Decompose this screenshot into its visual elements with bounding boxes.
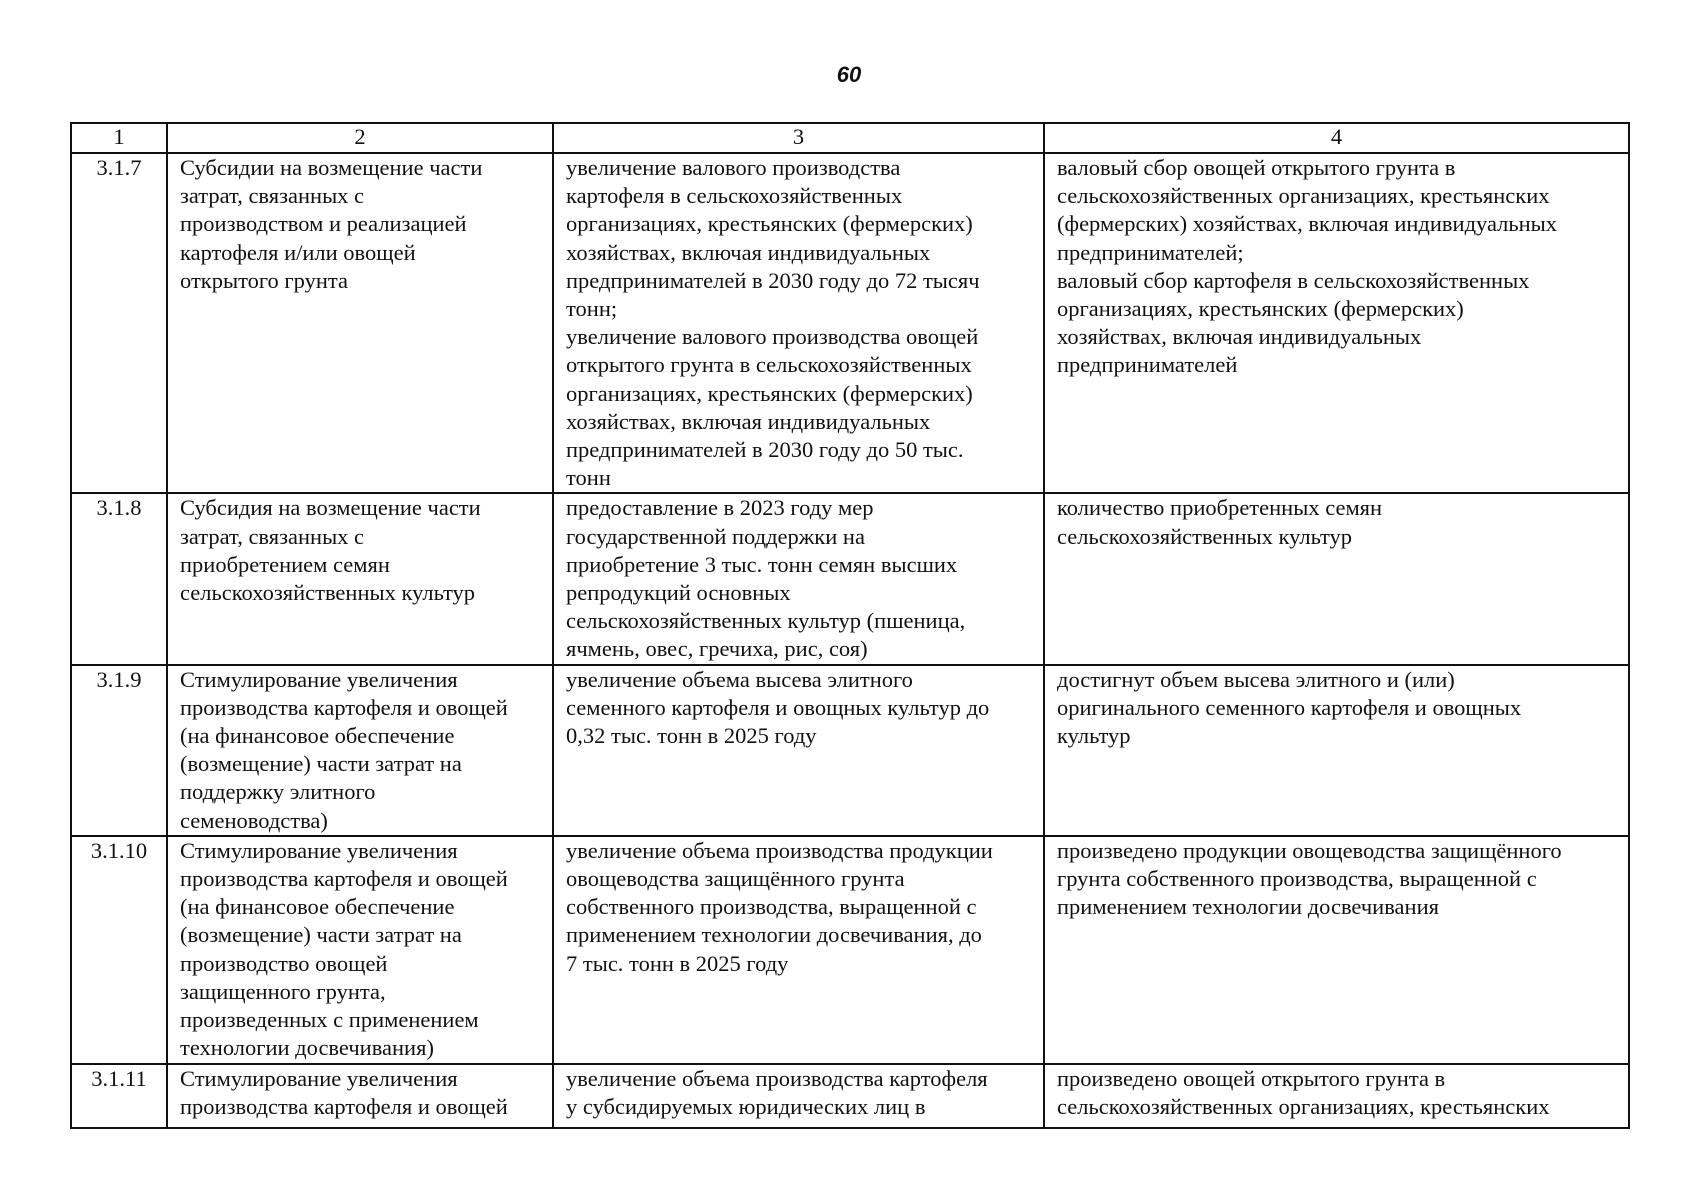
result-cell: увеличение валового производства картофеля в сельскохозяйственных организациях, крестьянских (фермерских) хозяйствах, включая индивидуальных предпринимателей в 2030 году до 72 тысяч тонн; увеличение валового производства овощей открытого грунта в сельскохозяйственных организациях, крестьянских (фермерских) хозяйствах, включая индивидуальных предпринимателей в 2030 году до 50 тыс. тонн [553, 153, 1044, 493]
table-row [71, 493, 1629, 664]
page-number: 60 [836, 62, 862, 87]
event-cell: Стимулирование увеличения производства картофеля и овощей (на финансовое обеспечение (возмещение) части затрат на поддержку элитного семеноводства) [167, 665, 553, 836]
result-text: увеличение объема производства картофеля у субсидируемых юридических лиц в [566, 1065, 988, 1119]
event-text: Стимулирование увеличения производства картофеля и овощей [180, 1065, 508, 1119]
header-col-2: 2 [167, 123, 553, 153]
table-row [71, 153, 1629, 493]
result-cell [553, 1064, 1044, 1128]
row-number: 3.1.11 [71, 1064, 167, 1128]
table-row [71, 665, 1629, 836]
event-cell: Стимулирование увеличения производства картофеля и овощей (на финансовое обеспечение (возмещение) части затрат на производство овощей защищенного грунта, произведенных с применением технологии досвечивания) [167, 836, 553, 1064]
row-number: 3.1.7 [71, 153, 167, 493]
result-cell: увеличение объема производства продукции овощеводства защищённого грунта собственного производства, выращенной с применением технологии досвечивания, до 7 тыс. тонн в 2025 году [553, 836, 1044, 1064]
result-cell: увеличение объема высева элитного семенного картофеля и овощных культур до 0,32 тыс. тонн в 2025 году [553, 665, 1044, 836]
indicator-cell: произведено продукции овощеводства защищённого грунта собственного производства, выращенной с применением технологии досвечивания [1044, 836, 1629, 1064]
indicator-cell: достигнут объем высева элитного и (или) оригинального семенного картофеля и овощных культур [1044, 665, 1629, 836]
result-cell: предоставление в 2023 году мер государственной поддержки на приобретение 3 тыс. тонн семян высших репродукций основных сельскохозяйственных культур (пшеница, ячмень, овес, гречиха, рис, соя) [553, 493, 1044, 664]
row-number: 3.1.10 [71, 836, 167, 1064]
event-cell: Субсидии на возмещение части затрат, связанных с производством и реализацией картофеля и/или овощей открытого грунта [167, 153, 553, 493]
table-row [71, 836, 1629, 1064]
event-cell [167, 1064, 553, 1128]
row-number: 3.1.9 [71, 665, 167, 836]
header-col-4: 4 [1044, 123, 1629, 153]
event-cell: Субсидия на возмещение части затрат, связанных с приобретением семян сельскохозяйственных культур [167, 493, 553, 664]
header-col-3: 3 [553, 123, 1044, 153]
table-row-partial [71, 1064, 1629, 1128]
indicator-cell: валовый сбор овощей открытого грунта в сельскохозяйственных организациях, крестьянских (фермерских) хозяйствах, включая индивидуальных предпринимателей; валовый сбор картофеля в сельскохозяйственных организациях, крестьянских (фермерских) хозяйствах, включая индивидуальных предпринимателей [1044, 153, 1629, 493]
indicator-cell [1044, 1064, 1629, 1128]
table-header-row [71, 123, 1629, 153]
header-col-1: 1 [71, 123, 167, 153]
measures-table [70, 122, 1630, 1129]
indicator-text: произведено овощей открытого грунта в сельскохозяйственных организациях, крестьянских [1057, 1065, 1550, 1119]
indicator-cell: количество приобретенных семян сельскохозяйственных культур [1044, 493, 1629, 664]
row-number: 3.1.8 [71, 493, 167, 664]
